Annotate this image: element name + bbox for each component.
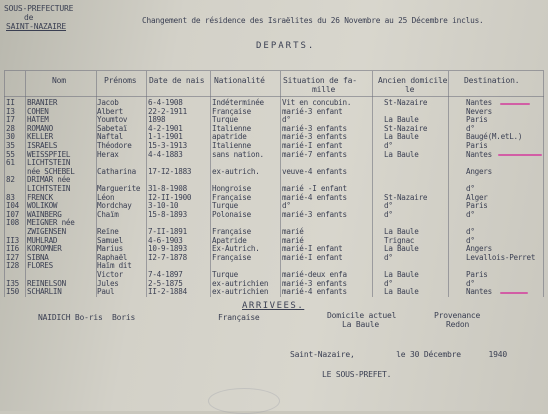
row-number: I3: [6, 106, 15, 116]
row-domicile: La Baule: [384, 115, 419, 125]
row-nationalite: ex-autrich.: [212, 166, 260, 176]
row-destination: Alger: [466, 192, 488, 202]
row-nom: FLORES: [27, 261, 53, 271]
arrival-domicile-value: La Baule: [342, 320, 379, 329]
col-header-destination: Destination.: [464, 76, 520, 85]
row-nom: COHEN: [27, 106, 49, 116]
row-destination: Levallois-Perret: [466, 252, 536, 262]
row-destination: Paris: [466, 201, 488, 211]
row-date: I2-7-1878: [148, 252, 187, 262]
row-situation: marié-3 enfants: [282, 209, 347, 219]
row-prenom: Herax: [97, 149, 119, 159]
row-prenom: Raphaël: [97, 252, 128, 262]
office-line-1: SOUS-PREFECTURE: [4, 4, 74, 13]
row-nom: WOLIKOW: [27, 201, 58, 211]
row-destination: Baugé(M.etL.): [466, 132, 523, 142]
row-number: I04: [6, 201, 19, 211]
row-nom: WAINBERG: [27, 209, 62, 219]
row-date: 1-1-1901: [148, 132, 183, 142]
section-arrivees: ARRIVEES.: [242, 301, 305, 311]
row-nom: FRENCK: [27, 192, 53, 202]
row-nationalite: Italienne: [212, 141, 251, 150]
row-date: 22-2-1911: [148, 106, 187, 116]
arrival-prenom: Boris: [112, 313, 136, 322]
highlight-mark: [500, 292, 528, 294]
row-domicile: La Baule: [384, 227, 419, 236]
row-domicile: d°: [384, 252, 393, 262]
row-prenom: Reïne: [97, 227, 119, 236]
row-nationalite: Turque: [212, 115, 238, 125]
row-situation: veuve-4 enfants: [282, 166, 347, 176]
row-date: I2-II-1900: [148, 192, 192, 202]
row-nationalite: Française: [212, 192, 251, 202]
row-number: II3: [6, 235, 19, 245]
row-prenom: Marius: [97, 244, 123, 254]
row-prenom: Catharina: [97, 166, 136, 176]
table-top-rule: [4, 70, 544, 71]
row-nationalite: Turque: [212, 201, 238, 211]
row-prenom: Théodore: [97, 141, 132, 150]
arrival-domicile-label: Domicile actuel: [327, 311, 397, 320]
row-number: I28: [6, 261, 19, 271]
row-domicile: d°: [384, 209, 393, 219]
row-date: 7-4-1897: [148, 270, 183, 279]
row-nom: ISRAELS: [27, 141, 58, 150]
row-prenom: Chaïm: [97, 209, 119, 219]
row-prenom: Victor: [97, 270, 123, 279]
row-domicile: Trignac: [384, 235, 415, 245]
row-situation: d°: [282, 115, 291, 125]
row-situation: marié-I enfant: [282, 141, 343, 150]
row-date: 1898: [148, 115, 166, 125]
row-nom: SIBNA: [27, 252, 49, 262]
row-nom: BRANIER: [27, 98, 58, 107]
row-destination: Nantes: [466, 149, 492, 159]
row-date: 10-9-1893: [148, 244, 187, 254]
row-prenom: Naftal: [97, 132, 123, 142]
col-header-domicile-cont: le: [405, 85, 415, 94]
row-number: I7: [6, 115, 15, 125]
row-nationalite: Turque: [212, 270, 238, 279]
row-number: 55: [6, 149, 15, 159]
row-date: 3-10-10: [148, 201, 179, 211]
row-destination: d°: [466, 227, 475, 236]
row-situation: marié-deux enfa: [282, 270, 347, 279]
row-nationalite: Ex-Autrich.: [212, 244, 260, 254]
row-situation: marié-4 enfants: [282, 287, 347, 297]
row-domicile: St-Nazaire: [384, 123, 428, 133]
row-situation: marié -I enfant: [282, 184, 347, 193]
row-nom: MEIGNER née: [27, 218, 75, 228]
row-prenom: Sabetaï: [97, 123, 128, 133]
row-situation: marié-3 enfants: [282, 123, 347, 133]
arrival-provenance-value: Redon: [446, 320, 470, 329]
row-date: 17-I2-1883: [148, 166, 192, 176]
row-situation: marié-4 enfants: [282, 192, 347, 202]
row-date: 4-4-1883: [148, 149, 183, 159]
row-destination: Paris: [466, 141, 488, 150]
row-destination: Angers: [466, 244, 492, 254]
row-nom: WEISSPFIEL: [27, 149, 71, 159]
col-header-nom: Nom: [52, 76, 66, 85]
row-nationalite: Hongroise: [212, 184, 251, 193]
row-nationalite: Française: [212, 227, 251, 236]
row-number: 30: [6, 132, 15, 142]
row-situation: d°: [282, 201, 291, 211]
row-domicile: d°: [384, 201, 393, 211]
row-destination: Nevers: [466, 106, 492, 116]
row-nom: ROMANO: [27, 123, 53, 133]
row-number: 35: [6, 141, 15, 150]
row-domicile: d°: [384, 141, 393, 150]
row-date: 7-II-1891: [148, 227, 187, 236]
row-situation: marié-I enfant: [282, 244, 343, 254]
row-nom: DRIMAR née: [27, 175, 71, 185]
row-number: II6: [6, 244, 19, 254]
row-prenom: Jules: [97, 278, 119, 288]
row-domicile: d°: [384, 278, 393, 288]
row-nom: MUHLRAD: [27, 235, 58, 245]
row-number: 83: [6, 192, 15, 202]
row-nationalite: Apatride: [212, 235, 247, 245]
row-domicile: La Baule: [384, 244, 419, 254]
col-header-situation-cont: mille: [312, 85, 336, 94]
row-domicile: La Baule: [384, 270, 419, 279]
row-destination: d°: [466, 209, 475, 219]
row-situation: marié-3 enfants: [282, 278, 347, 288]
row-destination: d°: [466, 184, 475, 193]
row-date: 4-6-1903: [148, 235, 183, 245]
row-nationalite: Française: [212, 106, 251, 116]
place-date: Saint-Nazaire, le 30 Décembre 1940: [290, 350, 507, 359]
row-prenom: Paul: [97, 287, 115, 297]
row-date: 15-8-1893: [148, 209, 187, 219]
row-prenom: Albert: [97, 106, 123, 116]
row-date: II-2-1884: [148, 287, 187, 297]
row-nom: ZWIGENSEN: [27, 227, 66, 236]
row-destination: Paris: [466, 270, 488, 279]
table-header-rule: [4, 96, 544, 97]
row-situation: marié: [282, 235, 304, 245]
row-prenom: Marguerite: [97, 184, 141, 193]
row-nom: SCHARLIN: [27, 287, 62, 297]
row-nationalite: Italienne: [212, 123, 251, 133]
col-header-situation: Situation de fa-: [283, 76, 357, 85]
row-number: I27: [6, 252, 19, 262]
row-date: 2-5-1875: [148, 278, 183, 288]
row-number: 28: [6, 123, 15, 133]
row-date: 15-3-1913: [148, 141, 187, 150]
row-date: 31-8-1908: [148, 184, 187, 193]
row-date: 4-2-1901: [148, 123, 183, 133]
col-header-date: Date de nais: [149, 76, 205, 85]
row-domicile: La Baule: [384, 132, 419, 142]
row-nom: REINELSON: [27, 278, 66, 288]
section-departs: DEPARTS.: [256, 41, 316, 51]
row-situation: Vit en concubin.: [282, 98, 352, 107]
row-destination: Nantes: [466, 98, 492, 107]
row-number: 82: [6, 175, 15, 185]
col-header-prenoms: Prénoms: [104, 76, 137, 85]
row-nom: née SCHEBEL: [27, 166, 75, 176]
row-situation: marié-7 enfants: [282, 149, 347, 159]
row-number: I07: [6, 209, 19, 219]
row-nom: LICHTSTEIN: [27, 158, 71, 168]
row-situation: marié: [282, 227, 304, 236]
row-domicile: St-Nazaire: [384, 192, 428, 202]
official-stamp: [208, 388, 280, 414]
row-destination: d°: [466, 278, 475, 288]
row-nationalite: Française: [212, 252, 251, 262]
row-destination: d°: [466, 123, 475, 133]
row-destination: Angers: [466, 166, 492, 176]
row-nationalite: apatride: [212, 132, 247, 142]
row-nom: HATEM: [27, 115, 49, 125]
col-header-nationalite: Nationalité: [214, 76, 265, 85]
highlight-mark: [500, 103, 530, 105]
highlight-mark: [498, 154, 542, 156]
arrival-provenance-label: Provenance: [434, 311, 481, 320]
row-nationalite: sans nation.: [212, 149, 264, 159]
row-situation: marié-I enfant: [282, 252, 343, 262]
row-domicile: La Baule: [384, 149, 419, 159]
row-prenom: Youmtov: [97, 115, 128, 125]
row-date: 6-4-1908: [148, 98, 183, 107]
col-header-domicile: Ancien domicile: [378, 76, 448, 85]
document-title: Changement de résidence des Israëlites du 26 Novembre au 25 Décembre inclus.: [142, 16, 484, 25]
row-prenom: Haïm dit: [97, 261, 132, 271]
row-nom: KELLER: [27, 132, 53, 142]
row-destination: Paris: [466, 115, 488, 125]
row-prenom: Jacob: [97, 98, 119, 107]
row-number: I35: [6, 278, 19, 288]
row-situation: marié-3 enfant: [282, 106, 343, 116]
row-number: I50: [6, 287, 19, 297]
row-nom: LICHTSTEIN: [27, 184, 71, 193]
row-domicile: St-Nazaire: [384, 98, 428, 107]
row-nationalite: Indéterminée: [212, 98, 264, 107]
arrival-nom: NAIDICH Bo-ris: [38, 313, 103, 322]
arrival-nationalite: Française: [218, 313, 260, 322]
row-number: II: [6, 98, 15, 107]
row-nationalite: Polonaise: [212, 209, 251, 219]
row-number: I08: [6, 218, 19, 228]
signature-line: LE SOUS-PREFET.: [322, 370, 392, 379]
row-prenom: Samuel: [97, 235, 123, 245]
row-destination: d°: [466, 235, 475, 245]
table-row: [0, 287, 548, 297]
row-destination: Nantes: [466, 287, 492, 297]
office-line-3: SAINT-NAZAIRE: [6, 22, 67, 31]
row-nationalite: ex-autrichien: [212, 278, 269, 288]
row-number: 61: [6, 158, 15, 168]
row-domicile: La Baule: [384, 287, 419, 297]
row-nom: KOROMNER: [27, 244, 62, 254]
row-nationalite: ex-autrichien: [212, 287, 269, 297]
row-prenom: Léon: [97, 192, 115, 202]
row-situation: marié-3 enfants: [282, 132, 347, 142]
row-prenom: Mordchay: [97, 201, 132, 211]
office-line-2: de: [24, 13, 34, 22]
